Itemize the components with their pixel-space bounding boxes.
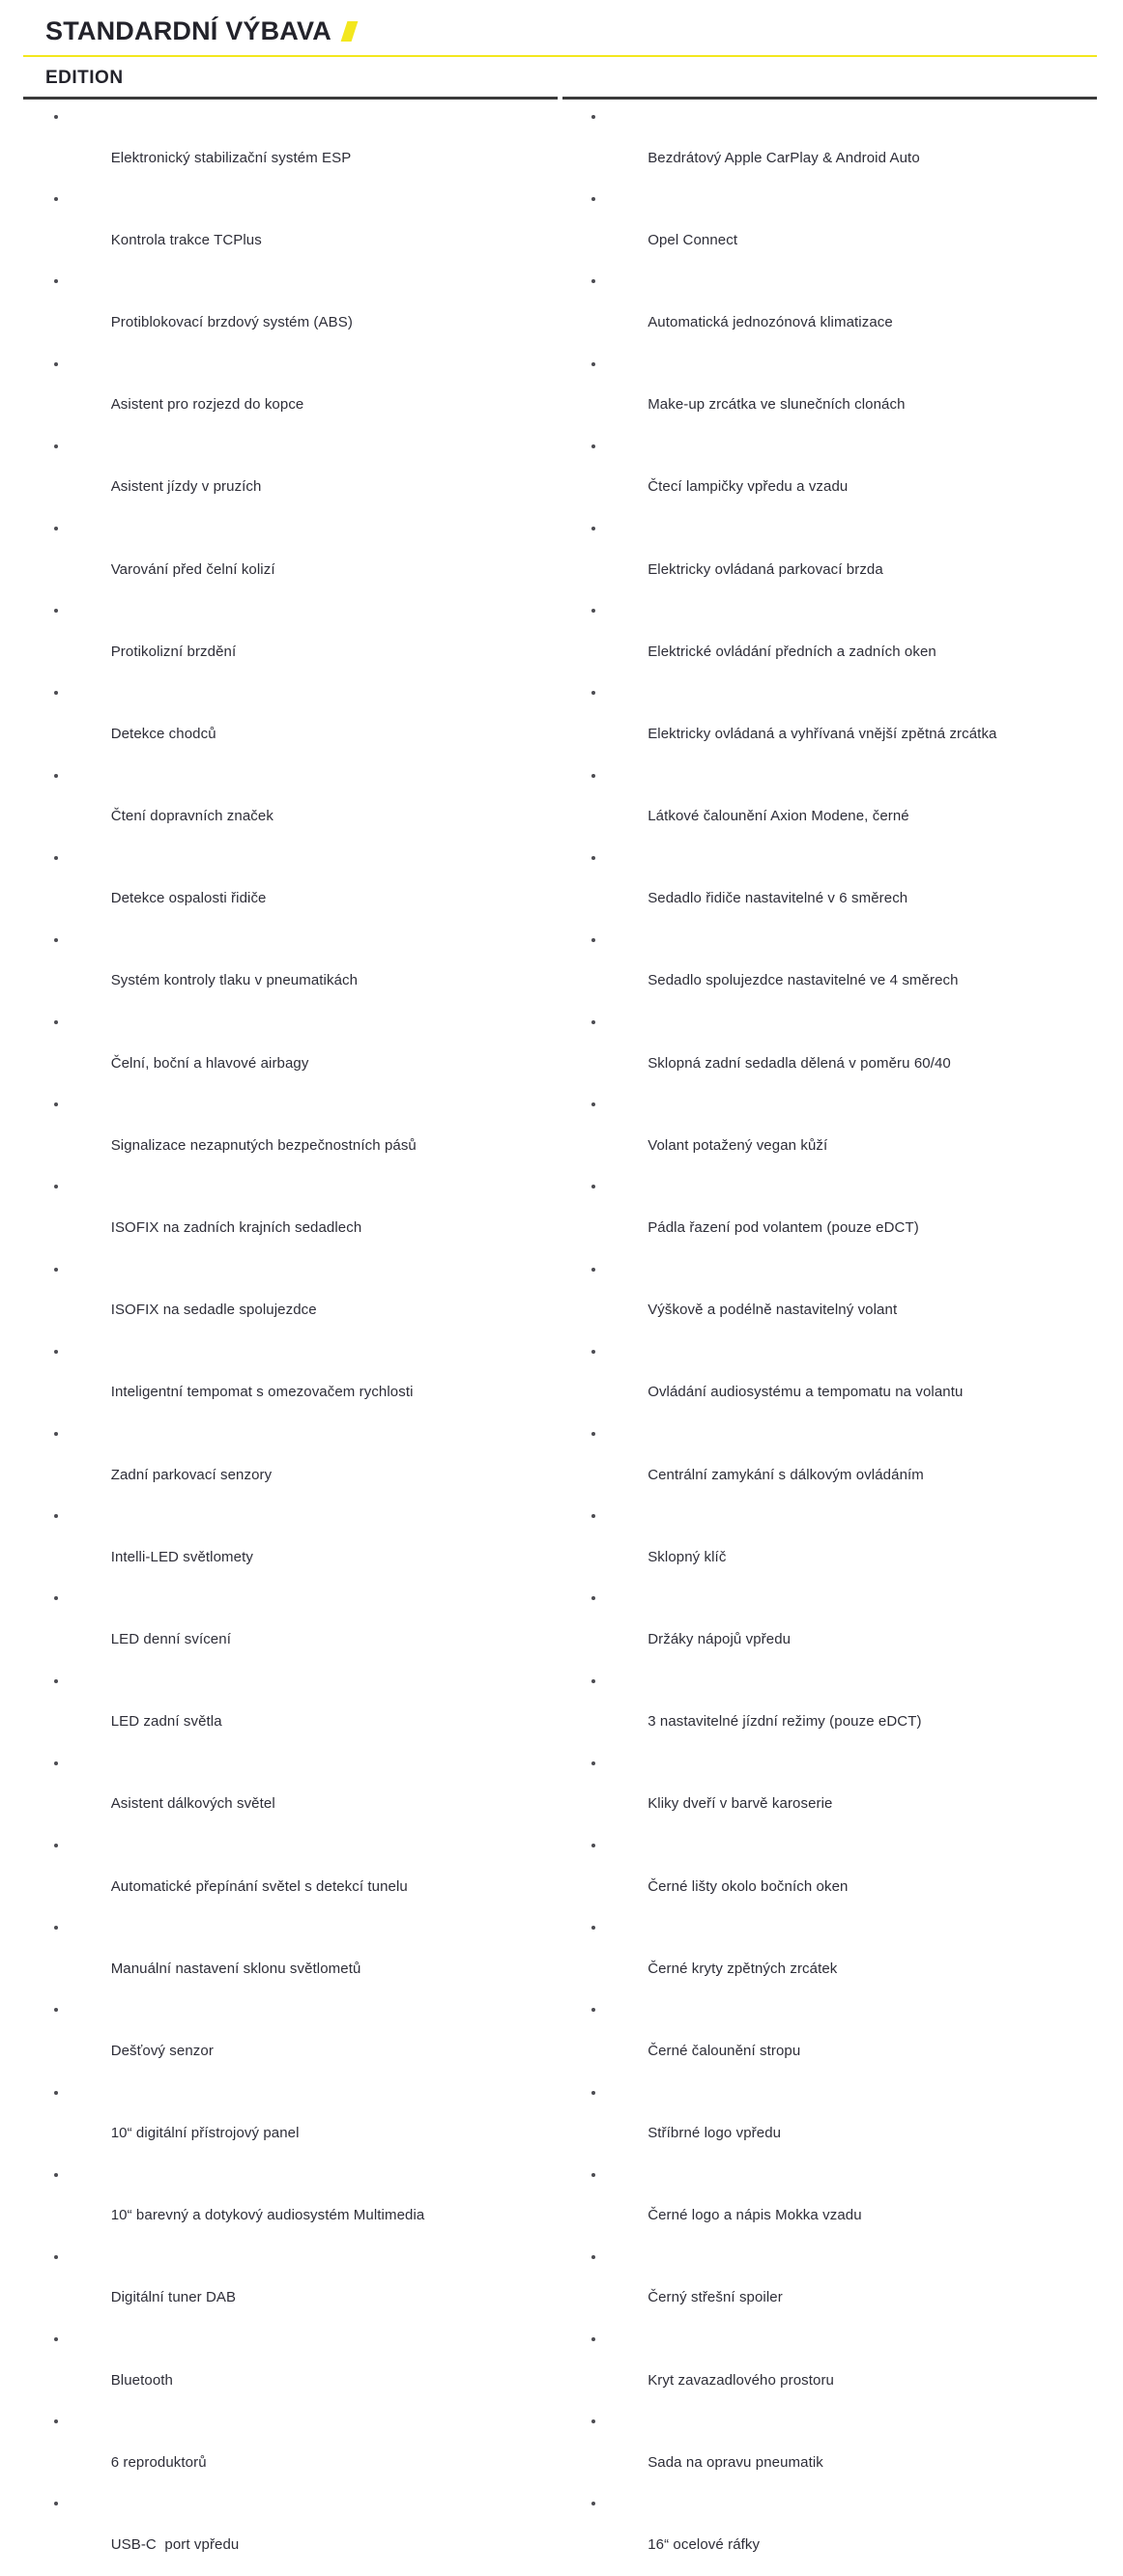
equipment-item [561, 106, 1098, 188]
equipment-item-label: 16“ ocelové ráfky [648, 2536, 761, 2554]
equipment-item-label: Dešťový senzor [110, 2042, 214, 2059]
equipment-item-label: Černé lišty okolo bočních oken [648, 1877, 849, 1895]
equipment-item [23, 2247, 561, 2329]
equipment-item [23, 1671, 561, 1753]
bullet-icon [591, 1185, 595, 1188]
equipment-item-label: Sklopná zadní sedadla dělená v poměru 60/40 [648, 1054, 951, 1072]
bullet-icon [591, 2337, 595, 2341]
bullet-icon [54, 938, 58, 942]
bullet-icon [591, 2173, 595, 2177]
equipment-item-label: Elektricky ovládaná a vyhřívaná vnější zpětná zrcátka [648, 725, 997, 742]
equipment-item [561, 354, 1098, 436]
bullet-icon [591, 2008, 595, 2012]
equipment-item-label: Asistent jízdy v pruzích [110, 478, 262, 496]
equipment-item-label: Manuální nastavení sklonu světlometů [110, 1960, 361, 1977]
bullet-icon [54, 527, 58, 530]
equipment-item [561, 930, 1098, 1012]
equipment-item [561, 188, 1098, 271]
equipment-item [23, 930, 561, 1012]
equipment-item [23, 1094, 561, 1176]
bullet-icon [54, 2255, 58, 2259]
equipment-item [23, 600, 561, 682]
equipment-item-label: Černé logo a nápis Mokka vzadu [648, 2207, 862, 2224]
equipment-item [561, 1588, 1098, 1670]
equipment-item [561, 1341, 1098, 1423]
equipment-item-label: Protiblokovací brzdový systém (ABS) [110, 313, 353, 330]
equipment-item-label: Ovládání audiosystému a tempomatu na volantu [648, 1384, 964, 1401]
equipment-item [561, 271, 1098, 353]
equipment-item-label: Make-up zrcátka ve slunečních clonách [648, 396, 906, 414]
bullet-icon [54, 1020, 58, 1024]
bullet-icon [591, 1102, 595, 1106]
bullet-icon [54, 2337, 58, 2341]
equipment-item-label: Černé čalounění stropu [648, 2042, 801, 2059]
equipment-item-label: ISOFIX na sedadle spolujezdce [110, 1302, 317, 1319]
equipment-item [23, 1999, 561, 2081]
bullet-icon [591, 1514, 595, 1518]
bullet-icon [54, 362, 58, 366]
dark-divider-right-segment [562, 97, 1097, 100]
bullet-icon [591, 2502, 595, 2505]
equipment-item [561, 436, 1098, 518]
bullet-icon [591, 609, 595, 613]
equipment-columns [23, 106, 1097, 2576]
equipment-item [23, 1341, 561, 1423]
bullet-icon [591, 1761, 595, 1765]
equipment-item-label: Asistent dálkových světel [110, 1795, 275, 1813]
equipment-item [561, 682, 1098, 764]
equipment-item-label: Sklopný klíč [648, 1548, 727, 1565]
equipment-item [561, 2493, 1098, 2575]
bullet-icon [591, 691, 595, 695]
equipment-item-label: Látkové čalounění Axion Modene, černé [648, 808, 909, 825]
equipment-item [23, 354, 561, 436]
bullet-icon [54, 2091, 58, 2095]
equipment-item-label: Černé kryty zpětných zrcátek [648, 1960, 838, 1977]
equipment-item-label: Protikolizní brzdění [110, 643, 237, 660]
equipment-item-label: Sada na opravu pneumatik [648, 2453, 823, 2471]
bullet-icon [591, 2091, 595, 2095]
equipment-item [23, 2329, 561, 2411]
bullet-icon [54, 2008, 58, 2012]
equipment-item [23, 2082, 561, 2164]
equipment-item [561, 1176, 1098, 1258]
equipment-item-label: Automatická jednozónová klimatizace [648, 313, 893, 330]
equipment-item [561, 1999, 1098, 2081]
equipment-item-label: LED denní svícení [110, 1630, 231, 1647]
equipment-item-label: Sedadlo spolujezdce nastavitelné ve 4 směrech [648, 972, 959, 989]
bullet-icon [54, 2173, 58, 2177]
bullet-icon [591, 115, 595, 119]
equipment-item [561, 1917, 1098, 1999]
equipment-item [561, 2329, 1098, 2411]
equipment-item [23, 518, 561, 600]
equipment-item-label: Digitální tuner DAB [110, 2289, 237, 2306]
equipment-item [561, 2082, 1098, 2164]
page-title: STANDARDNÍ VÝBAVA [45, 15, 331, 45]
equipment-item-label: Centrální zamykání s dálkovým ovládáním [648, 1466, 924, 1483]
equipment-item [23, 1423, 561, 1505]
equipment-item [23, 2411, 561, 2493]
equipment-item [561, 2411, 1098, 2493]
bullet-icon [54, 609, 58, 613]
equipment-item-label: USB-C port vpředu [110, 2536, 240, 2554]
title-row [23, 17, 1097, 44]
equipment-item-label: Automatické přepínání světel s detekcí tunelu [110, 1877, 408, 1895]
bullet-icon [54, 2502, 58, 2505]
equipment-item-label: Zadní parkovací senzory [110, 1466, 273, 1483]
equipment-item-label: Čtecí lampičky vpředu a vzadu [648, 478, 849, 496]
equipment-item-label: Intelli-LED světlomety [110, 1548, 253, 1565]
equipment-item-label: 10“ barevný a dotykový audiosystém Multimedia [110, 2207, 425, 2224]
equipment-item-label: Detekce chodců [110, 725, 216, 742]
equipment-item-label: Varování před čelní kolizí [110, 560, 275, 578]
equipment-item [23, 1259, 561, 1341]
bullet-icon [591, 1679, 595, 1683]
bullet-icon [54, 115, 58, 119]
equipment-item-label: Asistent pro rozjezd do kopce [110, 396, 304, 414]
equipment-item [561, 1753, 1098, 1835]
equipment-item [23, 188, 561, 271]
equipment-item [561, 518, 1098, 600]
bullet-icon [591, 362, 595, 366]
equipment-item-label: Elektricky ovládaná parkovací brzda [648, 560, 883, 578]
equipment-item-label: Čelní, boční a hlavové airbagy [110, 1054, 309, 1072]
equipment-item-label: Stříbrné logo vpředu [648, 2125, 782, 2142]
equipment-item [561, 1423, 1098, 1505]
bullet-icon [591, 444, 595, 448]
bullet-icon [54, 2419, 58, 2423]
bullet-icon [591, 279, 595, 283]
bullet-icon [591, 1350, 595, 1354]
equipment-item [561, 2247, 1098, 2329]
bullet-icon [591, 2419, 595, 2423]
equipment-item [23, 1753, 561, 1835]
equipment-item [23, 1012, 561, 1094]
bullet-icon [54, 1926, 58, 1930]
trim-level-heading: EDITION [45, 68, 124, 88]
bullet-icon [54, 1514, 58, 1518]
bullet-icon [591, 1926, 595, 1930]
bullet-icon [591, 856, 595, 860]
equipment-item [23, 1176, 561, 1258]
bullet-icon [54, 1844, 58, 1847]
equipment-item-label: Elektronický stabilizační systém ESP [110, 149, 352, 166]
equipment-item [561, 765, 1098, 847]
equipment-item-label: Opel Connect [648, 231, 738, 248]
bullet-icon [54, 856, 58, 860]
equipment-list-left [23, 106, 561, 2576]
bullet-icon [591, 527, 595, 530]
bullet-icon [591, 938, 595, 942]
bullet-icon [54, 279, 58, 283]
equipment-item [561, 1671, 1098, 1753]
bullet-icon [54, 1679, 58, 1683]
equipment-item [561, 1259, 1098, 1341]
equipment-item-label: Kryt zavazadlového prostoru [648, 2371, 834, 2389]
bullet-icon [54, 1761, 58, 1765]
equipment-item [561, 1094, 1098, 1176]
bullet-icon [54, 1432, 58, 1436]
equipment-item-label: Kontrola trakce TCPlus [110, 231, 262, 248]
equipment-item [561, 1505, 1098, 1588]
equipment-item-label: 10“ digitální přístrojový panel [110, 2125, 300, 2142]
equipment-item [23, 847, 561, 930]
equipment-item-label: Systém kontroly tlaku v pneumatikách [110, 972, 359, 989]
bullet-icon [591, 197, 595, 201]
page-header [23, 17, 1097, 100]
bullet-icon [54, 1102, 58, 1106]
bullet-icon [54, 197, 58, 201]
bullet-icon [591, 1432, 595, 1436]
bullet-icon [54, 774, 58, 778]
dark-divider-left-segment [23, 97, 558, 100]
equipment-item [561, 2164, 1098, 2247]
equipment-item [23, 1917, 561, 1999]
equipment-item-label: Čtení dopravních značek [110, 808, 274, 825]
equipment-item [561, 1835, 1098, 1917]
equipment-item-label: Signalizace nezapnutých bezpečnostních pásů [110, 1136, 417, 1154]
bullet-icon [591, 1596, 595, 1600]
equipment-item [23, 106, 561, 188]
bullet-icon [54, 1268, 58, 1272]
yellow-slash-icon [340, 21, 358, 42]
equipment-item-label: Bluetooth [110, 2371, 173, 2389]
equipment-item-label: 3 nastavitelné jízdní režimy (pouze eDCT) [648, 1713, 922, 1731]
bullet-icon [54, 691, 58, 695]
equipment-item-label: Volant potažený vegan kůží [648, 1136, 828, 1154]
equipment-item-label: Sedadlo řidiče nastavitelné v 6 směrech [648, 890, 908, 907]
equipment-item-label: LED zadní světla [110, 1713, 222, 1731]
bullet-icon [591, 1844, 595, 1847]
bullet-icon [591, 2255, 595, 2259]
equipment-item-label: Pádla řazení pod volantem (pouze eDCT) [648, 1219, 919, 1237]
equipment-list-right [561, 106, 1098, 2576]
equipment-item-label: ISOFIX na zadních krajních sedadlech [110, 1219, 362, 1237]
bullet-icon [54, 1596, 58, 1600]
bullet-icon [591, 774, 595, 778]
yellow-divider [23, 55, 1097, 57]
bullet-icon [54, 1185, 58, 1188]
equipment-item-label: Bezdrátový Apple CarPlay & Android Auto [648, 149, 920, 166]
equipment-item [561, 600, 1098, 682]
bullet-icon [591, 1268, 595, 1272]
equipment-item [23, 436, 561, 518]
bullet-icon [54, 444, 58, 448]
equipment-item-label: Černý střešní spoiler [648, 2289, 783, 2306]
equipment-item [23, 1505, 561, 1588]
equipment-item [561, 1012, 1098, 1094]
bullet-icon [591, 1020, 595, 1024]
equipment-item [23, 2493, 561, 2575]
equipment-item [23, 765, 561, 847]
equipment-item [23, 1588, 561, 1670]
equipment-item-label: 6 reproduktorů [110, 2453, 207, 2471]
equipment-item-label: Držáky nápojů vpředu [648, 1630, 792, 1647]
equipment-item-label: Výškově a podélně nastavitelný volant [648, 1302, 898, 1319]
equipment-item [23, 2164, 561, 2247]
equipment-item-label: Inteligentní tempomat s omezovačem rychlosti [110, 1384, 414, 1401]
equipment-item [561, 847, 1098, 930]
bullet-icon [54, 1350, 58, 1354]
equipment-item [23, 1835, 561, 1917]
equipment-item-label: Kliky dveří v barvě karoserie [648, 1795, 833, 1813]
equipment-item-label: Elektrické ovládání předních a zadních oken [648, 643, 936, 660]
equipment-item-label: Detekce ospalosti řidiče [110, 890, 267, 907]
dark-divider [23, 97, 1097, 100]
equipment-item [23, 271, 561, 353]
equipment-item [23, 682, 561, 764]
